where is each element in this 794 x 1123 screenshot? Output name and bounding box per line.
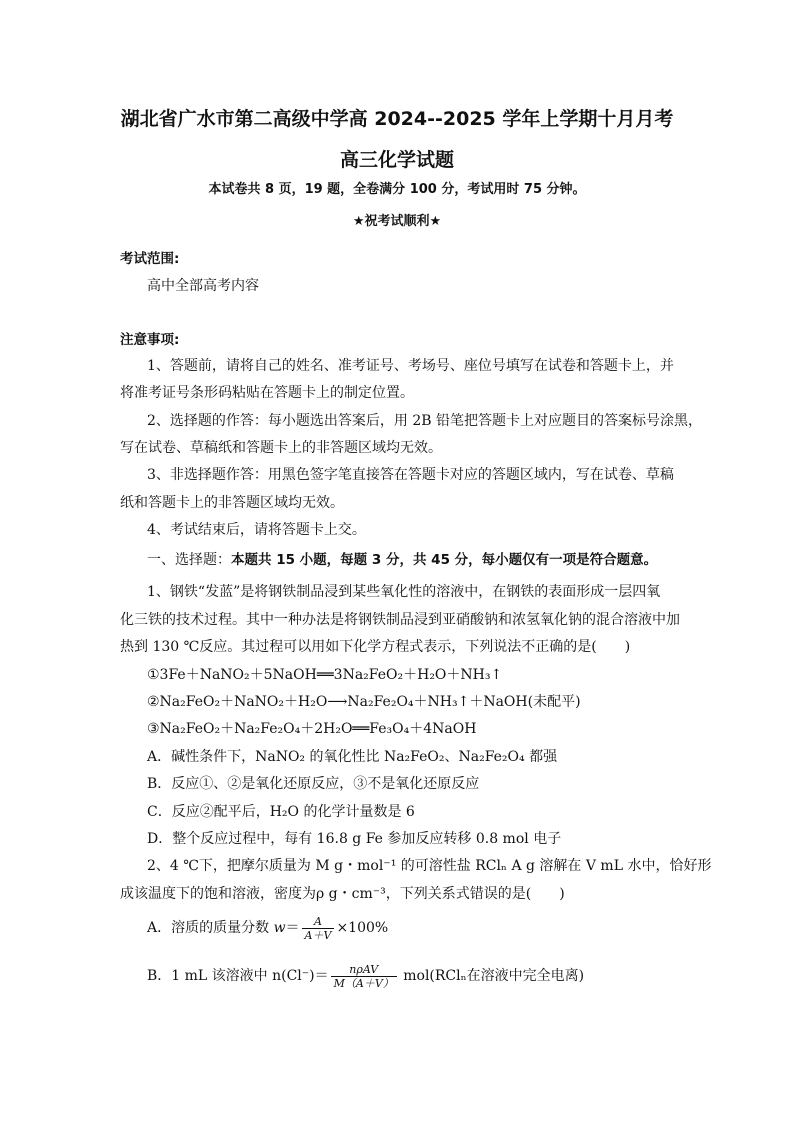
section-1-prefix: 一、选择题：: [147, 552, 231, 568]
q2-option-b-numerator: nρAV: [331, 963, 397, 977]
note-4: 4、考试结束后，请将答题卡上交。: [147, 522, 366, 538]
scope-label: 考试范围:: [120, 251, 180, 267]
note-3-line-1: 3、非选择题作答：用黑色签字笔直接答在答题卡对应的答题区域内，写在试卷、草稿: [147, 467, 674, 483]
q2-option-a-eq: ＝: [285, 920, 300, 936]
q1-stem-line-1: 1、钢铁“发蓝”是将钢铁制品浸到某些氧化性的溶液中，在钢铁的表面形成一层四氧: [147, 584, 661, 600]
q1-equation-3: ③Na₂FeO₂＋Na₂Fe₂O₄＋2H₂O══Fe₃O₄＋4NaOH: [147, 721, 477, 737]
notes-label: 注意事项:: [120, 332, 180, 348]
note-1-line-2: 将准考证号条形码粘贴在答题卡上的制定位置。: [120, 385, 414, 401]
exam-title: 湖北省广水市第二高级中学高 2024--2025 学年上学期十月月考: [120, 108, 674, 130]
q1-option-c: C．反应②配平后，H₂O 的化学计量数是 6: [147, 804, 415, 820]
q2-option-b-denominator: M（A＋V）: [333, 976, 394, 990]
q1-stem-line-3: 热到 130 ℃反应。其过程可以用如下化学方程式表示，下列说法不正确的是( ): [120, 639, 631, 655]
q2-option-a: [147, 910, 388, 946]
q2-option-b-prefix: B．1 mL 该溶液中 n(Cl⁻)＝: [147, 968, 329, 984]
q2-option-a-fraction: [302, 915, 335, 942]
q2-option-b-fraction: [331, 963, 397, 990]
q1-option-a: A．碱性条件下，NaNO₂ 的氧化性比 Na₂FeO₂、Na₂Fe₂O₄ 都强: [147, 749, 558, 765]
q2-option-b: [147, 958, 584, 994]
q1-equation-2: ②Na₂FeO₂＋NaNO₂＋H₂O⟶Na₂Fe₂O₄＋NH₃↑＋NaOH(未配平): [147, 694, 581, 710]
q2-option-a-prefix: A．溶质的质量分数: [147, 920, 274, 936]
q1-stem-line-2: 化三铁的技术过程。其中一种办法是将钢铁制品浸到亚硝酸钠和浓氢氧化钠的混合溶液中加: [120, 612, 680, 628]
section-1-rules: 本题共 15 小题，每题 3 分，共 45 分，每小题仅有一项是符合题意。: [231, 552, 658, 568]
q1-equation-1: ①3Fe＋NaNO₂＋5NaOH══3Na₂FeO₂＋H₂O＋NH₃↑: [147, 667, 503, 683]
q2-stem-line-1: 2、4 ℃下，把摩尔质量为 M g・mol⁻¹ 的可溶性盐 RClₙ A g 溶解在 V mL 水中，恰好形: [147, 858, 712, 874]
note-2-line-2: 写在试卷、草稿纸和答题卡上的非答题区域均无效。: [120, 440, 442, 456]
q2-option-a-suffix: ×100%: [336, 920, 389, 936]
note-1-line-1: 1、答题前，请将自己的姓名、准考证号、考场号、座位号填写在试卷和答题卡上，并: [147, 358, 674, 374]
q1-option-b: B．反应①、②是氧化还原反应，③不是氧化还原反应: [147, 776, 480, 792]
q2-option-b-suffix: mol(RClₙ在溶液中完全电离): [398, 968, 585, 984]
note-3-line-2: 纸和答题卡上的非答题区域均无效。: [120, 495, 344, 511]
section-1-heading: [147, 550, 657, 570]
exam-subject: 高三化学试题: [339, 149, 454, 171]
exam-info: 本试卷共 8 页，19 题，全卷满分 100 分，考试用时 75 分钟。: [208, 182, 586, 197]
exam-wish: ★祝考试顺利★: [352, 214, 442, 229]
note-2-line-1: 2、选择题的作答：每小题选出答案后，用 2B 铅笔把答题卡上对应题目的答案标号涂黑，: [147, 413, 703, 429]
q2-stem-line-2: 成该温度下的饱和溶液，密度为ρ g・cm⁻³，下列关系式错误的是( ): [120, 886, 565, 902]
q2-option-a-denominator: A＋V: [304, 928, 332, 942]
q1-option-d: D．整个反应过程中，每有 16.8 g Fe 参加反应转移 0.8 mol 电子: [147, 831, 562, 847]
scope-text: 高中全部高考内容: [147, 278, 259, 294]
q2-option-a-numerator: A: [302, 915, 335, 929]
q2-option-a-var: w: [273, 920, 286, 936]
